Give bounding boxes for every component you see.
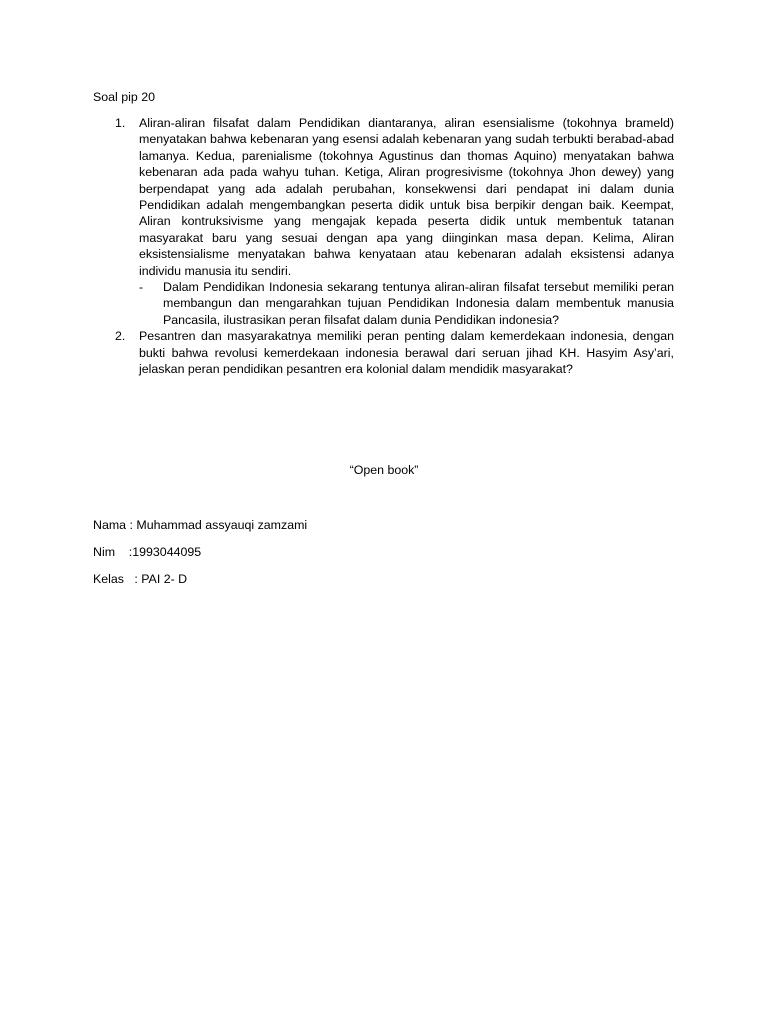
student-name: Nama : Muhammad assyauqi zamzami [93, 518, 308, 532]
student-nim: Nim :1993044095 [93, 545, 202, 559]
document-title: Soal pip 20 [93, 90, 156, 104]
sub-question-item [139, 279, 674, 328]
student-class: Kelas : PAI 2- D [93, 572, 188, 586]
question-number: 1. [115, 116, 126, 130]
question-list [93, 115, 674, 378]
dash-bullet: - [139, 280, 144, 295]
open-book-note: “Open book” [349, 463, 419, 477]
sub-question-list [139, 279, 674, 328]
sub-question-text: Dalam Pendidikan Indonesia sekarang tentunya aliran-aliran filsafat tersebut memiliki peran membangun dan mengarahkan tujuan Pendidikan Indonesia dalam membentuk manusia Pancasila, ilustrasikan peran filsafat dalam dunia Pendidikan indonesia? [163, 280, 674, 327]
question-item-2 [93, 328, 674, 377]
question-item-1 [93, 115, 674, 328]
question-text: Aliran-aliran filsafat dalam Pendidikan diantaranya, aliran esensialisme (tokohnya brameld) menyatakan bahwa kebenaran yang esensi adalah kebenaran yang sudah terbukti berabad-abad lamanya. Kedua, parenialisme (tokohnya Agustinus dan thomas Aquino) menyatakan bahwa kebenaran ada pada wahyu tuhan. Ketiga, Aliran progresivisme (tokohnya Jhon dewey) yang berpendapat yang ada adalah perubahan, konsekwensi dari pendapat ini dalam dunia Pendidikan adalah mengembangkan peserta didik untuk bisa berpikir dengan baik. Keempat, Aliran kontruksivisme yang mengajak kepada peserta didik untuk membentuk tatanan masyarakat baru yang sesuai dengan apa yang diinginkan masa depan. Kelima, Aliran eksistensialisme menyatakan bahwa kenyataan atau kebenaran adalah eksistensi adanya individu manusia itu sendiri. [139, 116, 674, 278]
question-number: 2. [115, 329, 126, 344]
question-text: Pesantren dan masyarakatnya memiliki peran penting dalam kemerdekaan indonesia, dengan bukti bahwa revolusi kemerdekaan indonesia berawal dari seruan jihad KH. Hasyim Asy’ari, jelaskan peran pendidikan pesantren era kolonial dalam mendidik masyarakat? [139, 329, 674, 377]
